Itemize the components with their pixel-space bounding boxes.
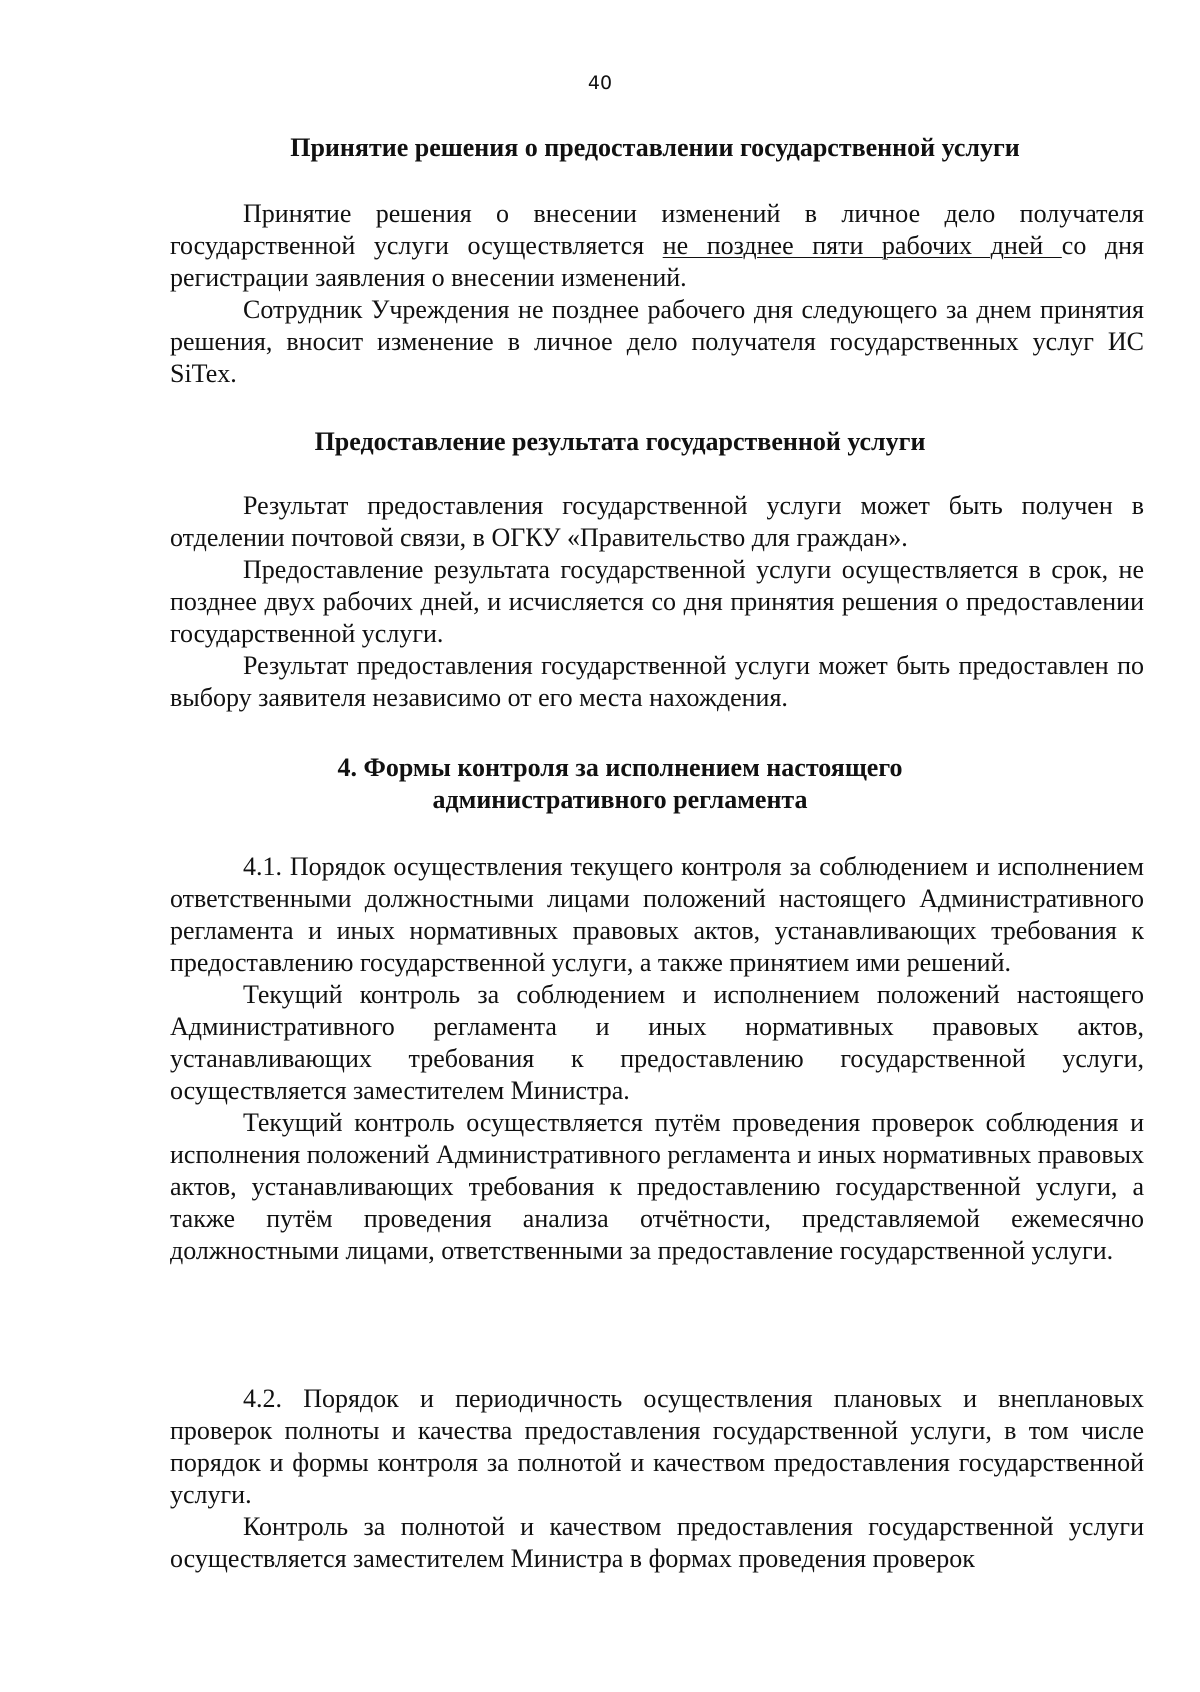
section-heading-result: Предоставление результата государственной услуги (314, 427, 926, 456)
paragraph: Результат предоставления государственной услуги может быть предоставлен по выбору заявителя независимо от его места нахождения. (170, 651, 1144, 712)
paragraph: Сотрудник Учреждения не позднее рабочего дня следующего за днем принятия решения, вносит изменение в личное дело получателя государственных услуг ИС SiTex. (170, 295, 1144, 388)
underlined-deadline: не позднее пяти рабочих дней (662, 231, 1062, 260)
section-body-current-control (170, 851, 1144, 1267)
section-body-result (170, 490, 1144, 714)
chapter-heading-control (170, 752, 1070, 816)
paragraph: Результат предоставления государственной услуги может быть получен в отделении почтовой связи, в ОГКУ «Правительство для граждан». (170, 491, 1144, 552)
paragraph: 4.1. Порядок осуществления текущего контроля за соблюдением и исполнением ответственными должностными лицами положений настоящего Административного регламента и иных нормативных правовых актов, устанавливающих требования к предоставлению государственной услуги, а также принятием ими решений. (170, 852, 1144, 977)
paragraph: Контроль за полнотой и качеством предоставления государственной услуги осуществляется заместителем Министра в формах проведения проверок (170, 1512, 1144, 1573)
chapter-heading-line: административного регламента (432, 785, 808, 814)
paragraph (170, 198, 1144, 294)
section-heading-decision: Принятие решения о предоставлении государственной услуги (290, 133, 1020, 162)
paragraph: Предоставление результата государственной услуги осуществляется в срок, не позднее двух рабочих дней, и исчисляется со дня принятия решения о предоставлении государственной услуги. (170, 555, 1144, 648)
paragraph: Текущий контроль осуществляется путём проведения проверок соблюдения и исполнения положений Административного регламента и иных нормативных правовых актов, устанавливающих требования к предоставлению государственной услуги, а также путём проведения анализа отчётности, представляемой ежемесячно должностными лицами, ответственными за предоставление государственной услуги. (170, 1108, 1144, 1265)
chapter-heading-line: 4. Формы контроля за исполнением настоящего (337, 753, 903, 782)
text-run: со дня регистрации заявления о внесении изменений. (170, 231, 1144, 292)
page-number: 40 (587, 72, 613, 94)
text-run: Принятие решения о внесении изменений в личное дело получателя государственной услуги осуществляется (170, 199, 1144, 260)
section-body-inspections (170, 1383, 1144, 1575)
paragraph: Текущий контроль за соблюдением и исполнением положений настоящего Административного регламента и иных нормативных правовых актов, устанавливающих требования к предоставлению государственной услуги, осуществляется заместителем Министра. (170, 980, 1144, 1105)
paragraph: 4.2. Порядок и периодичность осуществления плановых и внеплановых проверок полноты и качества предоставления государственной услуги, в том числе порядок и формы контроля за полнотой и качеством предоставления государственной услуги. (170, 1384, 1144, 1509)
section-body-decision (170, 198, 1144, 390)
